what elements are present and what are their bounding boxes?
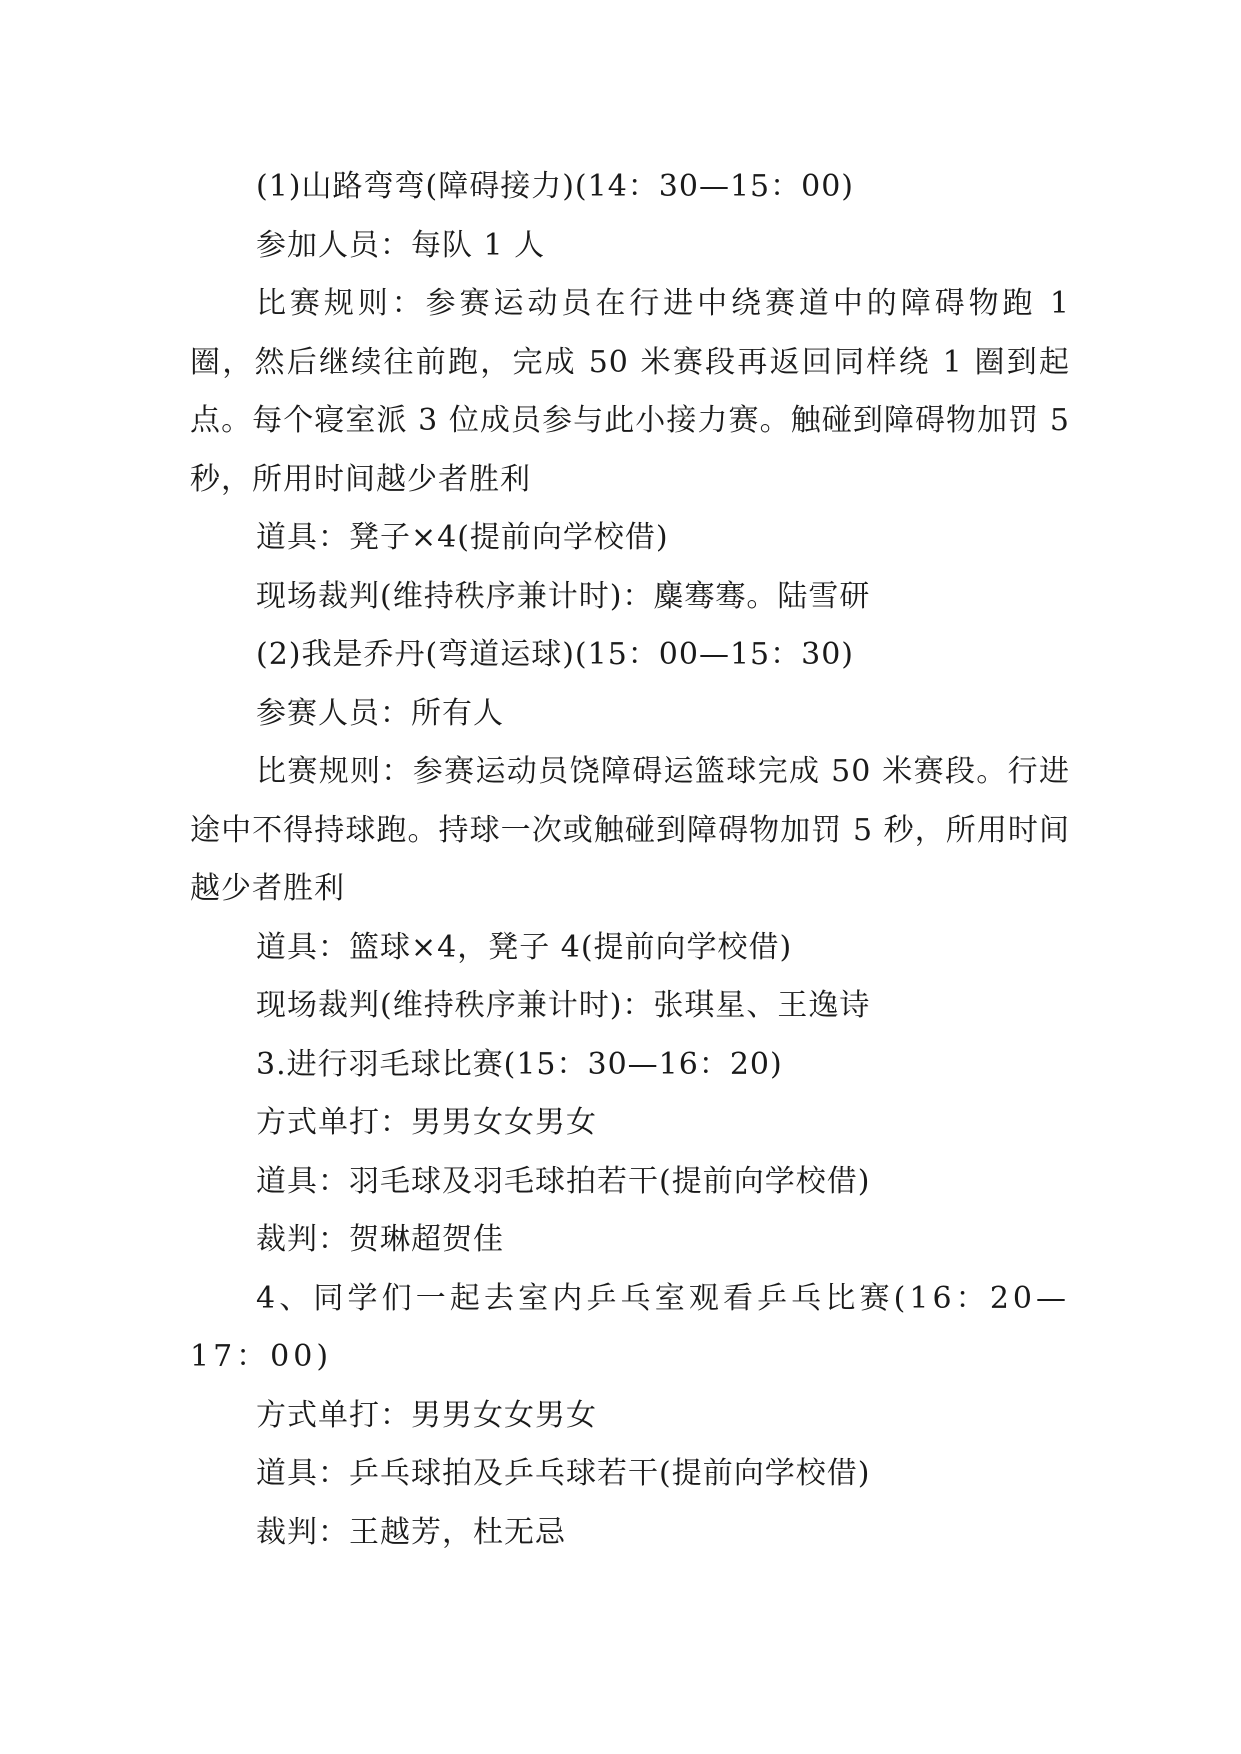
badminton-props: 道具：羽毛球及羽毛球拍若干(提前向学校借) [256, 1163, 871, 1199]
document-body [190, 158, 1070, 1562]
event-2-participants: 参赛人员：所有人 [256, 695, 504, 731]
event-1-participants: 参加人员：每队 1 人 [256, 227, 546, 263]
table-tennis-referees: 裁判：王越芳，杜无忌 [256, 1514, 566, 1550]
event-2-heading: (2)我是乔丹(弯道运球)(15：00—15：30) [256, 637, 855, 672]
event-1-rules: 比赛规则：参赛运动员在行进中绕赛道中的障碍物跑 1 圈，然后继续往前跑，完成 50 米赛段再返回同样绕 1 圈到起点。每个寝室派 3 位成员参与此小接力赛。触碰到障碍物加罚 5 秒，所用时间越少者胜利 [190, 286, 1070, 497]
event-2-props: 道具：篮球×4，凳子 4(提前向学校借) [256, 929, 793, 965]
table-tennis-format: 方式单打：男男女女男女 [256, 1397, 597, 1433]
event-1-props: 道具：凳子×4(提前向学校借) [256, 520, 669, 555]
table-tennis-heading: 4、同学们一起去室内乒乓室观看乒乓比赛(16：20—17：00) [190, 1280, 1070, 1374]
badminton-format: 方式单打：男男女女男女 [256, 1105, 597, 1140]
badminton-referees: 裁判：贺琳超贺佳 [256, 1222, 504, 1257]
event-2-referees: 现场裁判(维持秩序兼计时)：张琪星、王逸诗 [256, 988, 871, 1023]
event-1-referees: 现场裁判(维持秩序兼计时)：麋骞骞。陆雪研 [256, 578, 871, 614]
table-tennis-props: 道具：乒乓球拍及乒乓球若干(提前向学校借) [256, 1456, 871, 1491]
event-1-heading: (1)山路弯弯(障碍接力)(14：30—15：00) [256, 169, 855, 204]
event-2-rules: 比赛规则：参赛运动员饶障碍运篮球完成 50 米赛段。行进途中不得持球跑。持球一次或触碰到障碍物加罚 5 秒，所用时间越少者胜利 [190, 754, 1070, 906]
badminton-heading: 3.进行羽毛球比赛(15：30—16：20) [256, 1046, 783, 1082]
